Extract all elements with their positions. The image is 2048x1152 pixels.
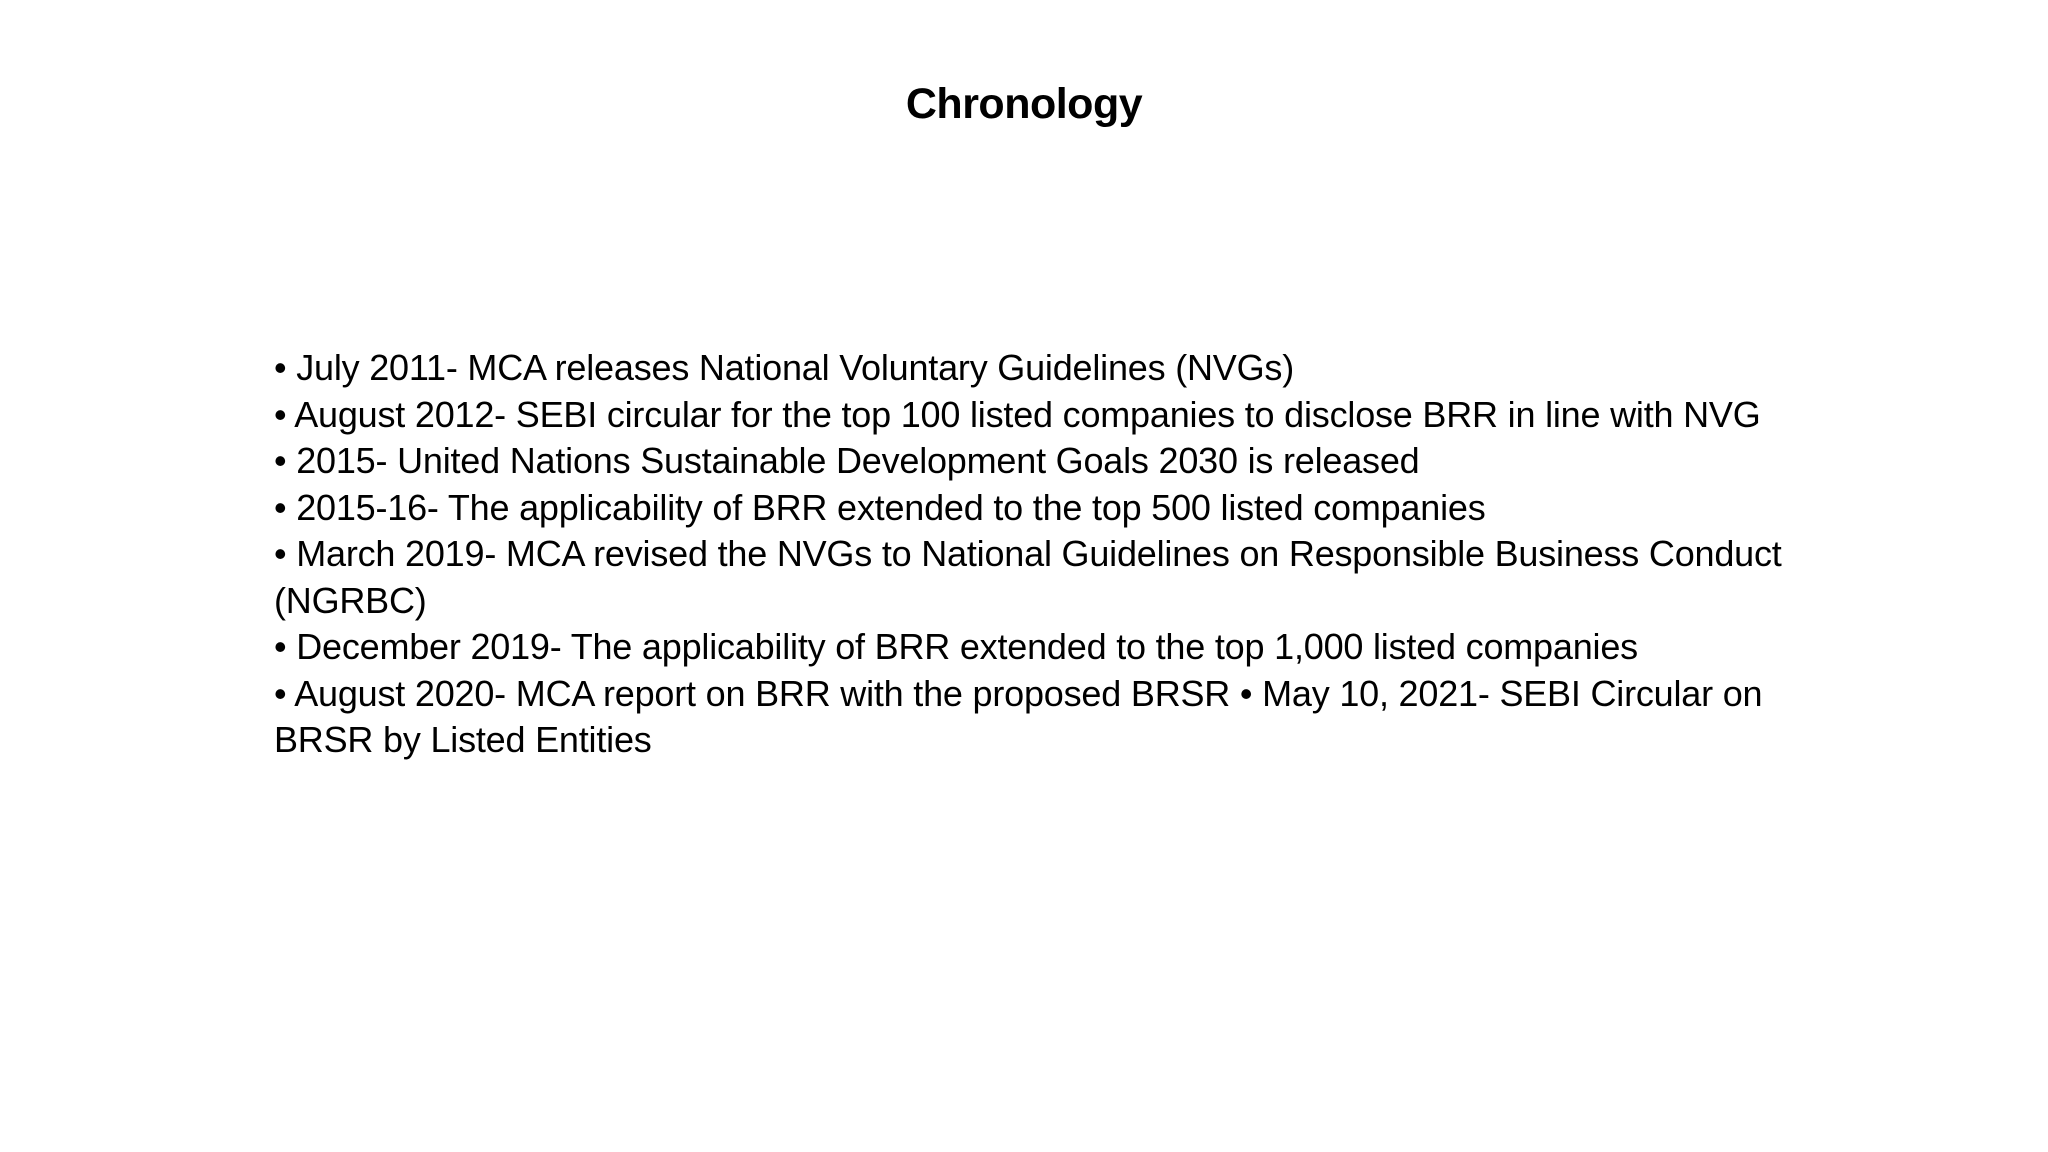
chronology-item-5: • March 2019- MCA revised the NVGs to National Guidelines on Responsible Business Conduct (NGRBC) [274, 533, 1782, 621]
chronology-item-4: • 2015-16- The applicability of BRR extended to the top 500 listed companies [274, 486, 1486, 528]
chronology-item-7: • August 2020- MCA report on BRR with the proposed BRSR • May 10, 2021- SEBI Circular on BRSR by Listed Entities [274, 672, 1763, 760]
chronology-item-2: • August 2012- SEBI circular for the top 100 listed companies to disclose BRR in line with NVG [274, 393, 1761, 435]
chronology-list [274, 345, 1814, 764]
chronology-item-3: • 2015- United Nations Sustainable Development Goals 2030 is released [274, 440, 1420, 481]
chronology-item-6: • December 2019- The applicability of BRR extended to the top 1,000 listed companies [274, 626, 1638, 667]
slide-title: Chronology [905, 80, 1143, 128]
chronology-item-1: • July 2011- MCA releases National Voluntary Guidelines (NVGs) [274, 347, 1294, 388]
